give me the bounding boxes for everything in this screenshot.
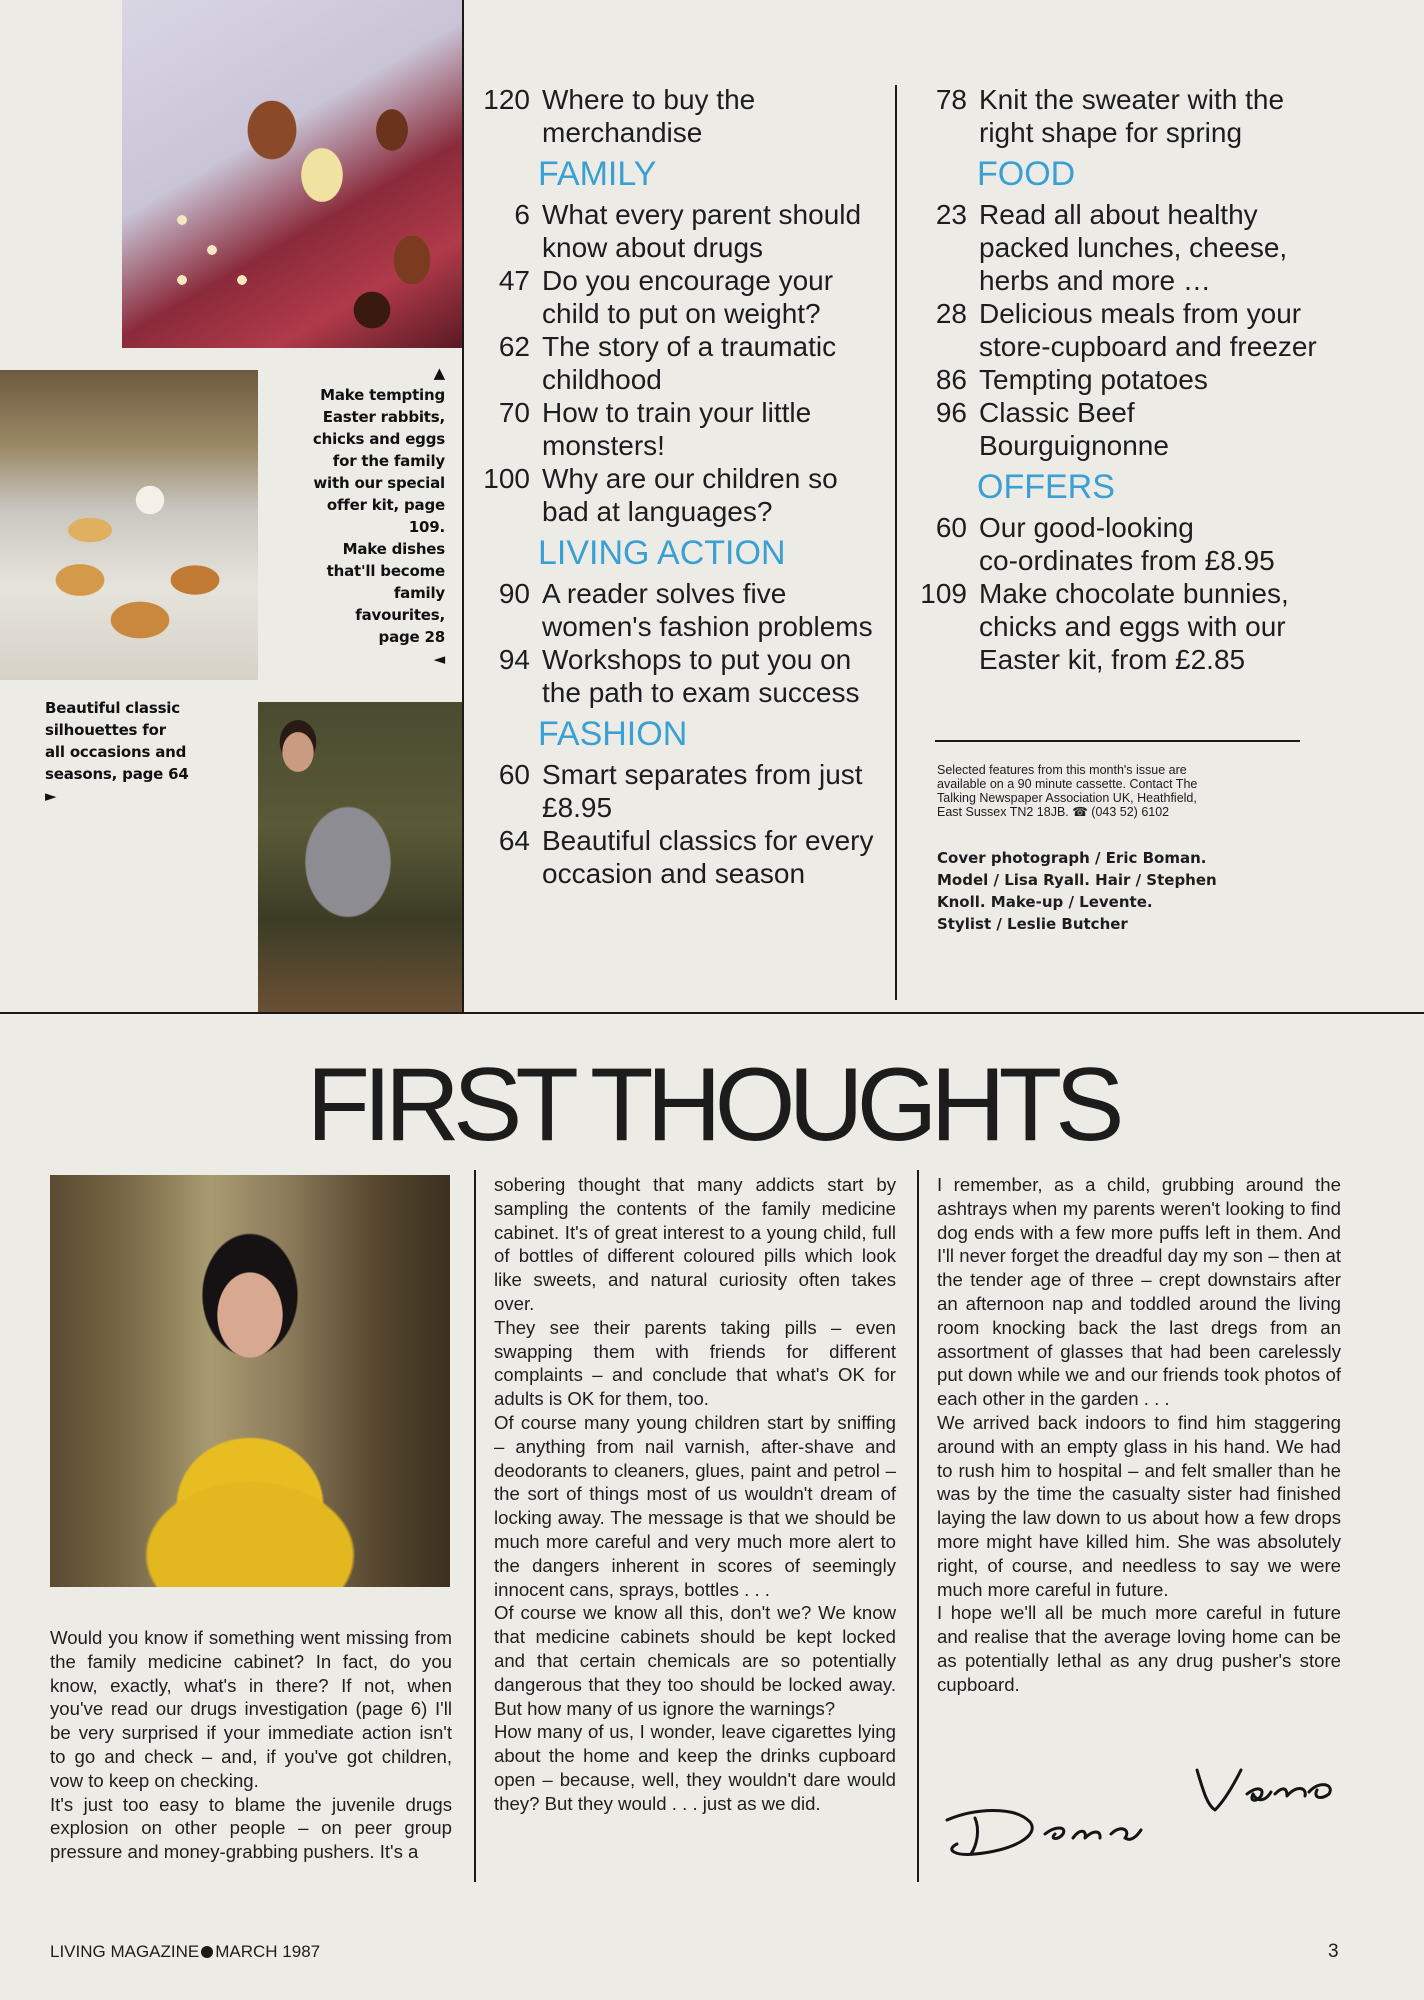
editorial-paragraph: I hope we'll all be much more careful in future and realise that the average loving home can be as potentially lethal as any drug pusher's store cupboard. — [937, 1602, 1341, 1695]
editorial-paragraph: I remember, as a child, grubbing around the ashtrays when my parents weren't looking to find dog ends with a few more puffs left in them. And I'll never forget the dreadful day my son – then at the tender age of three – crept downstairs after an afternoon nap and toddled around the living room knocking back the last dregs from an assortment of glasses that had been carelessly put down while we and our friends took photos of each other in the garden . . . — [937, 1174, 1341, 1410]
contents-page-number: 47 — [498, 265, 530, 296]
contents-entry-title — [979, 577, 1325, 676]
caption-line: Easter rabbits, — [322, 408, 445, 426]
contents-entry-title — [542, 462, 888, 528]
column-divider — [474, 1170, 476, 1882]
contents-entry — [905, 577, 1325, 676]
caption-line: page 28 — [378, 628, 445, 646]
editorial-paragraph: How many of us, I wonder, leave cigarettes lying about the home and keep the drinks cupboard open – because, well, they wouldn't dare would they? But they would . . . just as we did. — [494, 1721, 896, 1814]
contents-entry-line: Easter kit, from £2.85 — [979, 644, 1246, 675]
contents-entry-title — [979, 83, 1325, 149]
first-thoughts-title: FIRST THOUGHTS — [306, 1047, 1118, 1163]
contents-entry — [468, 330, 888, 396]
contents-entry-line: Why are our children so — [542, 463, 838, 494]
contents-entry-line: Knit the sweater with the — [979, 84, 1285, 115]
contents-entry-line: Bourguignonne — [979, 430, 1169, 461]
contents-entry-line: Beautiful classics for every — [542, 825, 874, 856]
caption-line: that'll become — [326, 562, 445, 580]
caption-line: Cover photograph / Eric Boman. — [937, 849, 1207, 867]
contents-entry-line: packed lunches, cheese, — [979, 232, 1288, 263]
contents-entry-title — [542, 643, 888, 709]
editorial-column-2 — [494, 1173, 896, 1816]
easter-chocolate-photo — [122, 0, 462, 348]
editorial-column-1 — [50, 1626, 452, 1864]
contents-entry — [468, 396, 888, 462]
contents-entry-line: herbs and more … — [979, 265, 1211, 296]
contents-entry-title — [542, 824, 888, 890]
contents-entry-line: monsters! — [542, 430, 665, 461]
contents-page-number: 94 — [498, 644, 530, 675]
contents-entry-line: Our good-looking — [979, 512, 1194, 543]
caption-line: East Sussex TN2 18JB. ☎ (043 52) 6102 — [937, 805, 1170, 819]
contents-entry — [468, 643, 888, 709]
contents-page-number: 120 — [483, 84, 530, 115]
contents-section-heading: FASHION — [538, 715, 688, 753]
editorial-paragraph: Of course we know all this, don't we? We know that medicine cabinets should be kept locked and that certain chemicals are so potentially dangerous that they too should be locked away. But how many of us ignore the warnings? — [494, 1602, 896, 1719]
contents-entry — [468, 577, 888, 643]
contents-entry-title — [979, 198, 1325, 297]
contents-entry — [468, 83, 888, 149]
contents-page-number: 6 — [514, 199, 530, 230]
photo-caption-easter-dishes — [300, 362, 445, 670]
caption-line: with our special — [313, 474, 445, 492]
editorial-column-3 — [937, 1173, 1341, 1697]
contents-entry-line: chicks and eggs with our — [979, 611, 1286, 642]
caption-line: family — [393, 584, 445, 602]
contents-page-number: 62 — [498, 331, 530, 362]
footer-magazine-info — [50, 1942, 320, 1962]
contents-page-number: 100 — [483, 463, 530, 494]
contents-entry-line: Delicious meals from your — [979, 298, 1302, 329]
contents-section-heading: OFFERS — [977, 468, 1115, 506]
caption-line: ◄ — [433, 650, 445, 668]
bullet-dot-icon — [201, 1946, 213, 1958]
cover-credits — [937, 847, 1247, 935]
footer-magazine-name: LIVING MAGAZINE — [50, 1942, 200, 1961]
contents-entry-line: Smart separates from just — [542, 759, 863, 790]
column-divider — [917, 1170, 919, 1882]
contents-page-number: 28 — [935, 298, 967, 329]
contents-entry — [468, 824, 888, 890]
contents-entry-line: childhood — [542, 364, 662, 395]
contents-entry-title — [542, 83, 888, 149]
editorial-paragraph: sobering thought that many addicts start by sampling the contents of the family medicine cabinet. It's of great interest to a young child, full of bottles of different coloured pills which look like sweets, and natural curiosity often takes over. — [494, 1174, 896, 1314]
contents-entry-title — [979, 297, 1325, 363]
caption-line: ▲ — [433, 364, 445, 382]
contents-entry-line: Do you encourage your — [542, 265, 834, 296]
contents-entry-line: child to put on weight? — [542, 298, 821, 329]
contents-page-number: 109 — [920, 578, 967, 609]
contents-divider — [462, 0, 464, 1012]
caption-line: for the family — [332, 452, 445, 470]
contents-entry-line: know about drugs — [542, 232, 764, 263]
contents-entry-title — [542, 264, 888, 330]
editor-signature — [935, 1750, 1345, 1870]
contents-entry-line: £8.95 — [542, 792, 613, 823]
caption-line: Knoll. Make-up / Levente. — [937, 893, 1153, 911]
contents-page-number: 86 — [935, 364, 967, 395]
caption-line: Make tempting — [320, 386, 445, 404]
contents-entry-line: The story of a traumatic — [542, 331, 837, 362]
talking-newspaper-note — [937, 763, 1237, 819]
contents-entry — [468, 198, 888, 264]
contents-page-number: 60 — [935, 512, 967, 543]
caption-line: Stylist / Leslie Butcher — [937, 915, 1128, 933]
contents-entry-line: the path to exam success — [542, 677, 860, 708]
contents-entry-title — [979, 363, 1325, 396]
contents-entry — [468, 264, 888, 330]
caption-line: favourites, — [355, 606, 445, 624]
contents-entry — [905, 363, 1325, 396]
contents-column-middle — [468, 83, 888, 890]
contents-entry-line: Where to buy the — [542, 84, 756, 115]
contents-entry — [905, 396, 1325, 462]
page-number: 3 — [1328, 1941, 1339, 1962]
contents-entry-line: A reader solves five — [542, 578, 787, 609]
footer-issue-date: MARCH 1987 — [215, 1942, 321, 1961]
contents-entry-title — [542, 577, 888, 643]
editorial-paragraph: Of course many young children start by sniffing – anything from nail varnish, after-shave and deodorants to cleaners, glues, paint and petrol – the sort of things most of us wouldn't dream of locking away. The message is that we should be much more careful and very much more alert to the dangers inherent in scores of seemingly innocent cans, sprays, bottles . . . — [494, 1411, 896, 1600]
contents-page-number: 78 — [935, 84, 967, 115]
caption-line: all occasions and — [45, 743, 187, 761]
editorial-paragraph: It's just too easy to blame the juvenile drugs explosion on other people – on peer group pressure and money-grabbing pushers. It's a — [50, 1793, 452, 1863]
contents-page-number: 96 — [935, 397, 967, 428]
contents-entry-line: How to train your little — [542, 397, 812, 428]
contents-entry-title — [542, 396, 888, 462]
section-divider — [0, 1012, 1424, 1014]
family-dishes-photo — [0, 370, 258, 680]
contents-entry-line: right shape for spring — [979, 117, 1243, 148]
editorial-paragraph: Would you know if something went missing from the family medicine cabinet? In fact, do you know, exactly, what's in there? If not, when you've read our drugs investigation (page 6) I'll be very surprised if your immediate action isn't to go and check – and, if you've got children, vow to keep on checking. — [50, 1627, 452, 1791]
contents-entry-title — [979, 511, 1325, 577]
contents-page-number: 90 — [498, 578, 530, 609]
caption-line: Selected features from this month's issue are — [937, 763, 1187, 777]
contents-section-heading: LIVING ACTION — [538, 534, 786, 572]
caption-line: Talking Newspaper Association UK, Heathfield, — [937, 791, 1197, 805]
contents-column-right — [905, 83, 1325, 676]
contents-entry-title — [542, 198, 888, 264]
contents-section-heading: FOOD — [977, 155, 1076, 193]
contents-entry — [905, 198, 1325, 297]
editor-portrait-photo — [50, 1175, 450, 1587]
contents-entry-title — [542, 330, 888, 396]
contents-entry-line: women's fashion problems — [542, 611, 873, 642]
contents-entry-line: bad at languages? — [542, 496, 773, 527]
contents-page-number: 70 — [498, 397, 530, 428]
contents-entry-line: Read all about healthy — [979, 199, 1258, 230]
contents-entry-line: co-ordinates from £8.95 — [979, 545, 1275, 576]
contents-entry-line: Make chocolate bunnies, — [979, 578, 1289, 609]
caption-line: silhouettes for — [45, 721, 166, 739]
contents-entry-line: Classic Beef — [979, 397, 1135, 428]
caption-line: Make dishes — [342, 540, 445, 558]
contents-entry — [905, 83, 1325, 149]
contents-entry — [468, 462, 888, 528]
caption-line: Beautiful classic — [45, 699, 180, 717]
contents-entry-line: Workshops to put you on — [542, 644, 852, 675]
contents-entry — [468, 758, 888, 824]
contents-entry-line: What every parent should — [542, 199, 862, 230]
caption-line: 109. — [408, 518, 445, 536]
photo-caption-classics — [45, 697, 195, 807]
contents-page-number: 60 — [498, 759, 530, 790]
contents-entry-line: store-cupboard and freezer — [979, 331, 1317, 362]
editorial-paragraph: We arrived back indoors to find him staggering around with an empty glass in his hand. We had to rush him to hospital – and felt smaller than he was by the time the casualty sister had finished laying the law down to us about how a few drops more might have killed him. She was absolutely right, of course, and needless to say we were much more careful in future. — [937, 1411, 1341, 1600]
caption-line: offer kit, page — [326, 496, 445, 514]
caption-line: Model / Lisa Ryall. Hair / Stephen — [937, 871, 1217, 889]
caption-line: chicks and eggs — [312, 430, 445, 448]
caption-line: seasons, page 64 — [45, 765, 189, 783]
fashion-model-photo — [258, 702, 463, 1012]
caption-line: available on a 90 minute cassette. Contact The — [937, 777, 1198, 791]
caption-line: ► — [45, 787, 57, 805]
contents-entry-line: Tempting potatoes — [979, 364, 1208, 395]
contents-divider — [895, 85, 897, 1000]
contents-entry-line: merchandise — [542, 117, 703, 148]
contents-entry-title — [542, 758, 888, 824]
editorial-paragraph: They see their parents taking pills – even swapping them with friends for different complaints – and conclude that what's OK for adults is OK for them, too. — [494, 1316, 896, 1410]
contents-entry — [905, 511, 1325, 577]
contents-page-number: 64 — [498, 825, 530, 856]
contents-entry — [905, 297, 1325, 363]
contents-entry-title — [979, 396, 1325, 462]
contents-entry-line: occasion and season — [542, 858, 806, 889]
credits-rule — [935, 740, 1300, 742]
contents-page-number: 23 — [935, 199, 967, 230]
contents-section-heading: FAMILY — [538, 155, 657, 193]
